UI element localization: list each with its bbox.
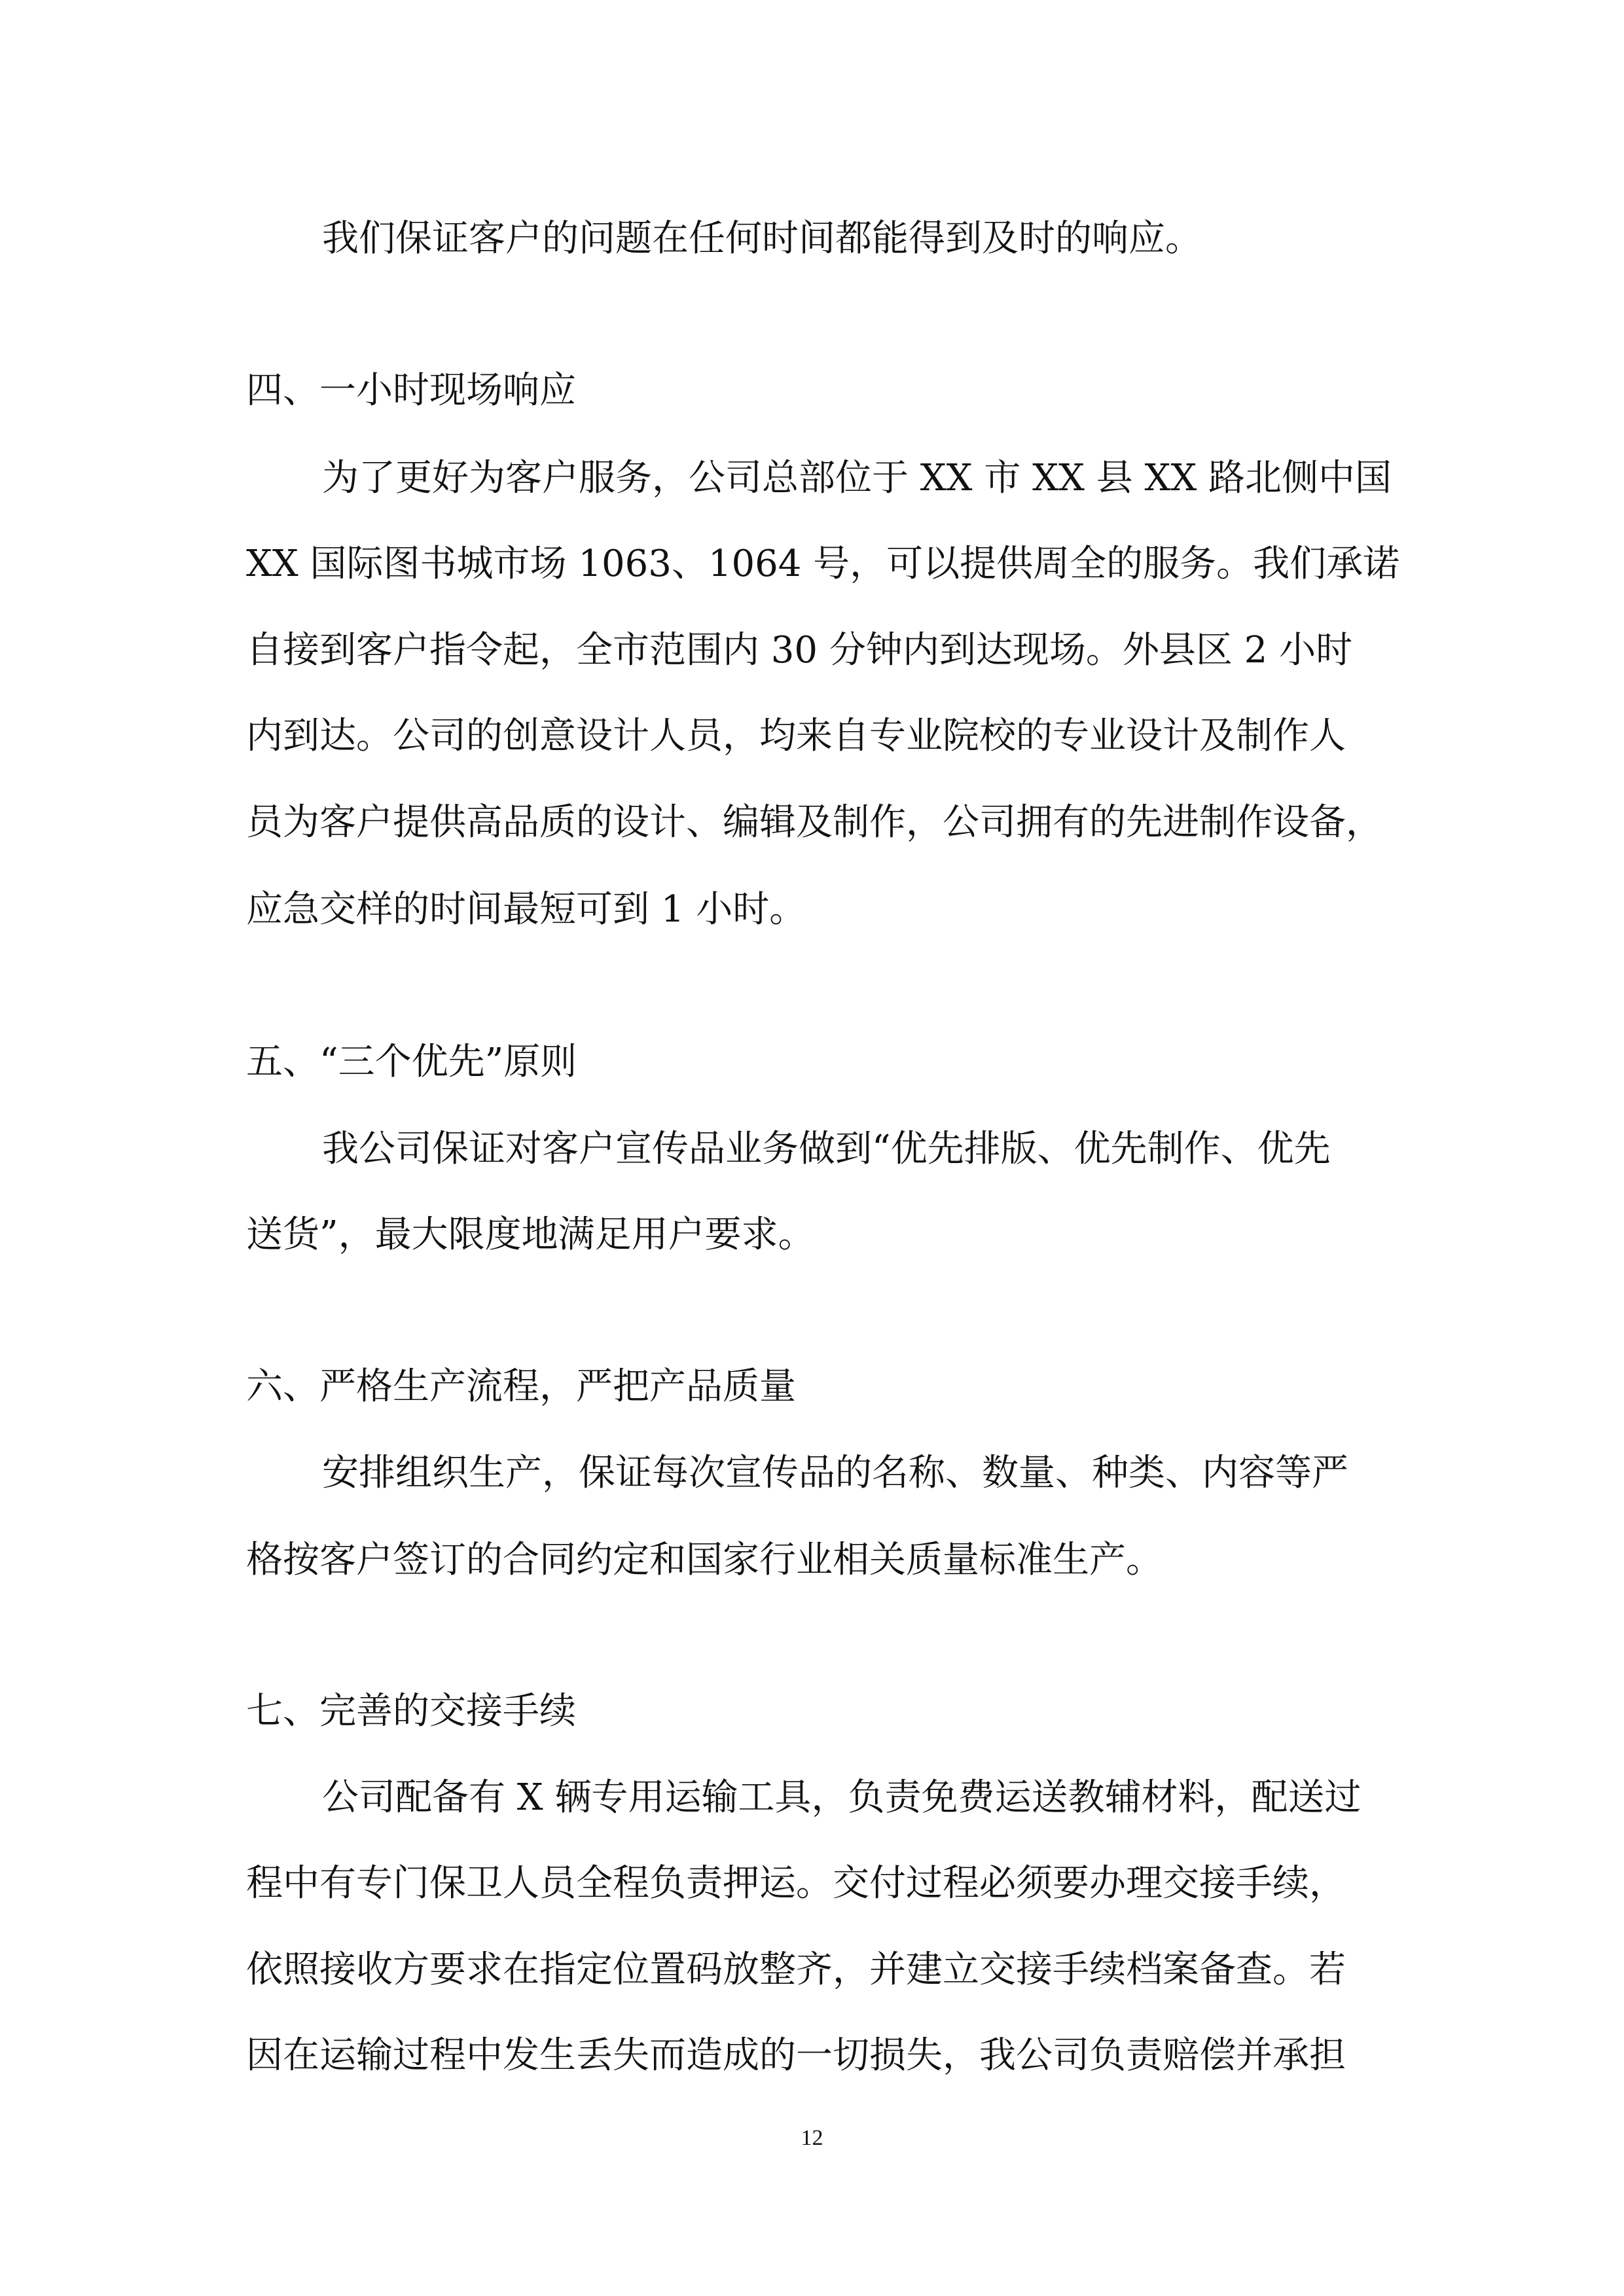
paragraph-line: 因在运输过程中发生丢失而造成的一切损失，我公司负责赔偿并承担 [246, 2034, 1346, 2077]
section-heading-5: 五、“三个优先”原则 [246, 1041, 577, 1083]
paragraph-line: 应急交样的时间最短可到 1 小时。 [246, 888, 806, 931]
paragraph-line: 我们保证客户的问题在任何时间都能得到及时的响应。 [322, 217, 1202, 260]
paragraph-line: 内到达。公司的创意设计人员，均来自专业院校的专业设计及制作人 [246, 715, 1346, 757]
section-heading-4: 四、一小时现场响应 [246, 369, 576, 412]
paragraph-line: 送货”，最大限度地满足用户要求。 [246, 1213, 815, 1256]
paragraph-line: XX 国际图书城市场 1063、1064 号，可以提供周全的服务。我们承诺 [246, 543, 1400, 585]
paragraph-line: 员为客户提供高品质的设计、编辑及制作，公司拥有的先进制作设备， [246, 801, 1382, 844]
section-heading-6: 六、严格生产流程，严把产品质量 [246, 1365, 796, 1408]
paragraph-line: 为了更好为客户服务，公司总部位于 XX 市 XX 县 XX 路北侧中国 [322, 457, 1392, 499]
paragraph-line: 公司配备有 X 辆专用运输工具，负责免费运送教辅材料，配送过 [322, 1776, 1362, 1819]
paragraph-line: 依照接收方要求在指定位置码放整齐，并建立交接手续档案备查。若 [246, 1948, 1346, 1991]
paragraph-line: 安排组织生产，保证每次宣传品的名称、数量、种类、内容等严 [322, 1452, 1348, 1494]
paragraph-line: 我公司保证对客户宣传品业务做到“优先排版、优先制作、优先 [322, 1128, 1331, 1170]
paragraph-line: 格按客户签订的合同约定和国家行业相关质量标准生产。 [246, 1539, 1163, 1581]
page-number: 12 [801, 2126, 823, 2150]
paragraph-line: 程中有专门保卫人员全程负责押运。交付过程必须要办理交接手续， [246, 1862, 1346, 1905]
section-heading-7: 七、完善的交接手续 [246, 1690, 576, 1732]
paragraph-line: 自接到客户指令起，全市范围内 30 分钟内到达现场。外县区 2 小时 [246, 629, 1353, 672]
